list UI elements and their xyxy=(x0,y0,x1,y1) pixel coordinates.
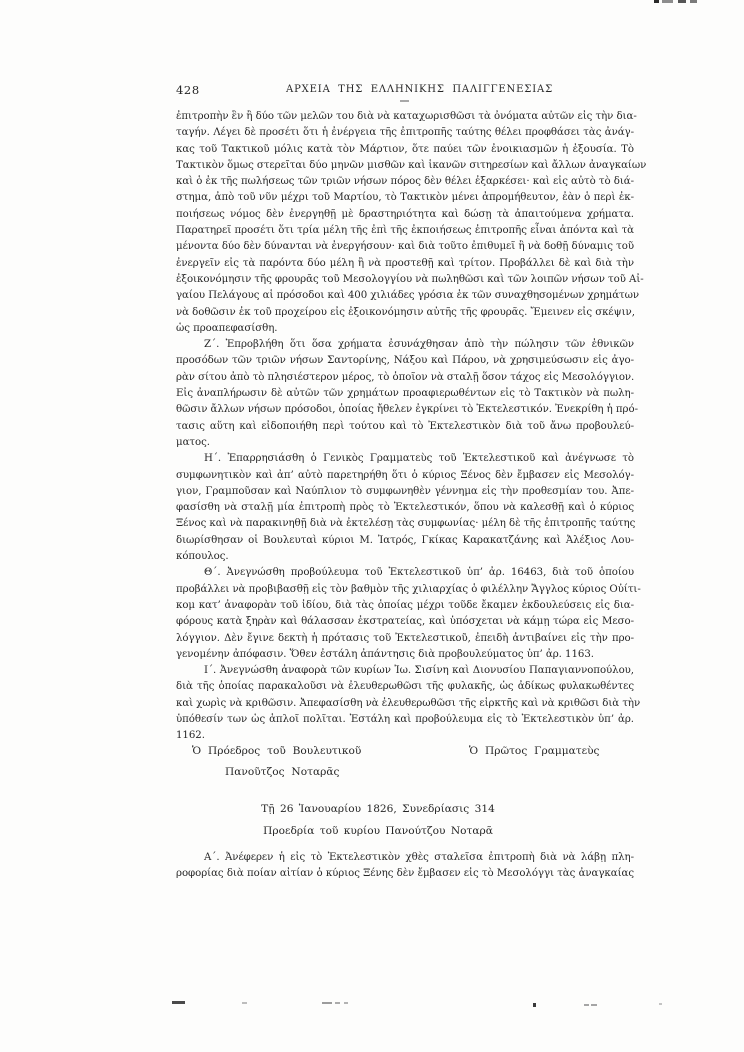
text-line: διωρίσθησαν οἱ Βουλευταὶ κύριοι Μ. Ἰατρός, Γκίκας Καρακατζάνης καὶ Ἀλέξιος Λου- xyxy=(176,534,634,546)
text-line: κας τοῦ Τακτικοῦ μόλις κατὰ τὸν Μάρτιον, ὅτε παύει τῶν ἐνοικιασμῶν ἡ ἐξουσία. Τὸ xyxy=(176,143,634,155)
paragraph-item-h xyxy=(176,451,634,565)
text-line: ροφορίας διὰ ποίαν αἰτίαν ὁ κύριος Ξένης δὲν ἔμβασεν εἰς τὸ Μεσολόγγι τὰς ἀναγκαίας xyxy=(176,868,634,880)
scan-artifact xyxy=(400,100,409,102)
session-presidency-line: Προεδρία τοῦ κυρίου Πανούτζου Νοταρᾶ xyxy=(263,824,493,837)
scan-artifact xyxy=(335,1002,340,1004)
text-line: ὑπόθεσίν των ὡς ἁπλοῖ πολῖται. Ἐστάλη καὶ προβούλευμα εἰς τὸ Ἐκτελεστικὸν ὑπ’ ἀρ. xyxy=(176,713,634,725)
text-line: φόρους κατὰ ξηρὰν καὶ θάλασσαν ἐκστρατείας, καὶ ὑπόσχεται νὰ κάμῃ τώρα εἰς Μεσο- xyxy=(176,616,634,628)
text-line: ἐπιτροπὴν ἓν ἢ δύο τῶν μελῶν του διὰ νὰ καταχωρισθῶσι τὰ ὀνόματα αὐτῶν εἰς τὴν δια- xyxy=(176,111,637,122)
signature-block xyxy=(176,745,634,787)
text-line: ποιήσεως νόμος δὲν ἐνεργηθῇ μὲ δραστηριότητα καὶ δώσῃ τὰ ἀπαιτούμενα χρήματα. xyxy=(176,208,634,220)
text-line: Η΄. Ἐπαρρησιάσθη ὁ Γενικὸς Γραμματεὺς τοῦ Ἐκτελεστικοῦ καὶ ἀνέγνωσε τὸ xyxy=(204,453,634,465)
text-line: νὰ δοθῶσιν ἐκ τοῦ προχείρου εἰς ἐξοικονόμησιν αὐτῆς τῆς φρουρᾶς. Ἔμεινεν εἰς σκέψιν, xyxy=(176,306,635,318)
session-minutes-text xyxy=(176,850,634,883)
running-title: ΑΡΧΕΙΑ ΤΗΣ ΕΛΛΗΝΙΚΗΣ ΠΑΛΙΓΓΕΝΕΣΙΑΣ xyxy=(286,84,554,95)
text-line: γαίου Πελάγους αἱ πρόσοδοι καὶ 400 χιλιάδες γρόσια ἐκ τῶν συναχθησομένων χρημάτων xyxy=(176,290,640,302)
text-line: Εἰς ἀναπλήρωσιν δὲ αὐτῶν τῶν χρημάτων προαφιερωθέντων εἰς τὸ Τακτικὸν νὰ πωλη- xyxy=(176,388,634,400)
paragraph-item-i xyxy=(176,663,641,744)
scan-artifact xyxy=(678,0,686,3)
text-line: τασις αὕτη καὶ εἰδοποιήθη περὶ τούτου καὶ τὸ Ἐκτελεστικὸν διὰ τοῦ ἄνω προβουλεύ- xyxy=(176,420,634,432)
text-line: Παρατηρεῖ προσέτι ὅτι τρία μέλη τῆς ἐπὶ τῆς ἐκποιήσεως ἐπιτροπῆς εἶναι ἀπόντα καὶ τὰ xyxy=(176,225,634,237)
minutes-text xyxy=(176,109,647,745)
scan-artifact xyxy=(344,1002,348,1004)
text-line: ρὰν σίτου ἀπὸ τὸ πλησιέστερον μέρος, τὸ ὁποῖον νὰ σταλῇ ὅσον τάχος εἰς Μεσολόγγιον. xyxy=(176,371,635,383)
text-line: συμφωνητικὸν καὶ ἀπ’ αὐτὸ παρετηρήθη ὅτι ὁ κύριος Ξένος δὲν ἔμβασεν εἰς Μεσολόγ- xyxy=(176,469,634,481)
text-line: στημα, ἀπὸ τοῦ νῦν μέχρι τοῦ Μαρτίου, τὸ Τακτικὸν μένει ἀπρομήθευτον, ἐὰν ὁ περὶ ἐκ- xyxy=(176,192,634,204)
text-line: καὶ ὁ ἐκ τῆς πωλήσεως τῶν τριῶν νήσων πόρος δὲν θέλει ἐξαρκέσει· καὶ εἰς αὐτὸ τὸ διά- xyxy=(176,176,634,188)
text-line: κόπουλος. xyxy=(176,551,229,563)
text-line: ἐνεργεῖν εἰς τὰ παρόντα δύο μέλη ἢ νὰ προστεθῇ καὶ τρίτον. Προβάλλει δὲ καὶ διὰ τὴν xyxy=(176,257,634,269)
paragraph-continuation xyxy=(176,109,647,337)
text-line: Ι΄. Ἀνεγνώσθη ἀναφορὰ τῶν κυρίων Ἰω. Σισίνη καὶ Διονυσίου Παπαγιαννοπούλου, xyxy=(204,665,634,677)
text-line: ὡς προαπεφασίσθη. xyxy=(176,322,278,334)
text-line: 1162. xyxy=(176,730,205,742)
scan-artifact xyxy=(690,0,697,3)
paragraph-item-th xyxy=(176,565,641,663)
text-line: κομ κατ’ ἀναφορὰν τοῦ ἰδίου, διὰ τὰς ὁποίας μέχρι τοῦδε ἔκαμεν ἐκδουλεύσεις εἰς δια- xyxy=(176,599,634,611)
text-line: Ζ΄. Ἐπροβλήθη ὅτι ὅσα χρήματα ἐσυνάχθησαν ἀπὸ τὴν πώλησιν τῶν ἐθνικῶν xyxy=(204,339,634,351)
scan-artifact xyxy=(322,1002,332,1004)
text-line: φασίσθη νὰ σταλῇ μία ἐπιτροπὴ πρὸς τὸ Ἐκτελεστικόν, ὅπου νὰ καλεσθῇ καὶ ὁ κύριος xyxy=(176,502,634,514)
scan-artifact xyxy=(584,1004,589,1006)
president-title: Ὁ Πρόεδρος τοῦ Βουλευτικοῦ xyxy=(192,745,362,757)
president-name: Πανοῦτζος Νοταρᾶς xyxy=(225,766,340,778)
page-number: 428 xyxy=(176,83,200,97)
text-line: ἐξοικονόμησιν τῆς φρουρᾶς τοῦ Μεσολογγίου νὰ πωληθῶσι καὶ τῶν λοιπῶν νήσων τοῦ Αἰ- xyxy=(176,273,644,285)
page-header xyxy=(176,83,634,99)
text-line: θῶσιν ἄλλων νήσων πρόσοδοι, ὁποίας ἤθελεν ἐγκρίνει τὸ Ἐκτελεστικόν. Ἐνεκρίθη ἡ πρό- xyxy=(176,404,638,416)
scan-artifact xyxy=(242,1002,247,1004)
text-line: Α΄. Ἀνέφερεν ἡ εἰς τὸ Ἐκτελεστικὸν χθὲς σταλεῖσα ἐπιτροπὴ διὰ νὰ λάβῃ πλη- xyxy=(204,852,634,863)
text-line: διὰ τῆς ὁποίας παρακαλοῦσι νὰ ἐλευθερωθῶσι τῆς φυλακῆς, ὡς ἀδίκως φυλακωθέντες xyxy=(176,681,634,693)
text-line: προβάλλει νὰ προβιβασθῇ εἰς τὸν βαθμὸν τῆς χιλιαρχίας ὁ φιλέλλην Ἄγγλος κύριος Οὐίτι- xyxy=(176,583,641,595)
text-line: Ξένος καὶ νὰ παρακινηθῇ διὰ νὰ ἐκτελέσῃ τὰς συμφωνίας· μέλη δὲ τῆς ἐπιτροπῆς ταύτης xyxy=(176,518,636,530)
paragraph-item-z xyxy=(176,337,638,451)
scan-artifact xyxy=(654,0,659,3)
scan-artifact xyxy=(172,1001,185,1004)
paragraph-item-a xyxy=(176,850,634,883)
text-line: μένοντα δύο δὲν δύνανται νὰ ἐνεργήσουν· καὶ διὰ τοῦτο ἐπιθυμεῖ ἢ νὰ δοθῇ δύναμις τοῦ xyxy=(176,241,634,253)
text-line: γιον, Γραμποῦσαν καὶ Ναύπλιον τὸ συμφωνηθὲν γέννημα εἰς τὴν προθεσμίαν του. Ἀπε- xyxy=(176,485,634,497)
text-line: Τακτικὸν ὅμως στερεῖται δύο μηνῶν μισθῶν καὶ ἱκανῶν σιτηρεσίων καὶ ἄλλων ἀναγκαίων xyxy=(176,159,647,171)
text-line: ματος. xyxy=(176,436,210,448)
text-line: λόγγιον. Δὲν ἔγινε δεκτὴ ἡ πρότασις τοῦ Ἐκτελεστικοῦ, ἐπειδὴ ἀντιβαίνει εἰς τὴν προ- xyxy=(176,632,634,644)
secretary-title: Ὁ Πρῶτος Γραμματεὺς xyxy=(469,745,600,757)
scan-artifact xyxy=(662,0,673,3)
text-line: προσόδων τῶν τριῶν νήσων Σαντορίνης, Νάξου καὶ Πάρου, νὰ χρησιμεύσωσιν εἰς ἀγο- xyxy=(176,355,634,367)
text-line: καὶ χωρὶς νὰ κριθῶσιν. Ἀπεφασίσθη νὰ ἐλευθερωθῶσι τῆς εἱρκτῆς καὶ νὰ κριθῶσι διὰ τὴν xyxy=(176,697,641,709)
session-date-line: Τῇ 26 Ἰανουαρίου 1826, Συνεδρίασις 314 xyxy=(261,803,495,815)
scan-artifact xyxy=(591,1004,597,1006)
text-line: Θ΄. Ἀνεγνώσθη προβούλευμα τοῦ Ἐκτελεστικοῦ ὑπ’ ἀρ. 16463, διὰ τοῦ ὁποίου xyxy=(204,567,634,579)
scan-artifact xyxy=(533,1003,536,1007)
text-line: γενομένην ἀπόφασιν. Ὅθεν ἐστάλη ἀπάντησις διὰ προβουλεύματος ὑπ’ ἀρ. 1163. xyxy=(176,648,594,660)
text-line: ταγήν. Λέγει δὲ προσέτι ὅτι ἡ ἐνέργεια τῆς ἐπιτροπῆς ταύτης θέλει προφθάσει τὰς ἀνάγ- xyxy=(176,127,634,139)
scan-artifact xyxy=(659,1003,662,1005)
session-heading xyxy=(149,801,607,844)
